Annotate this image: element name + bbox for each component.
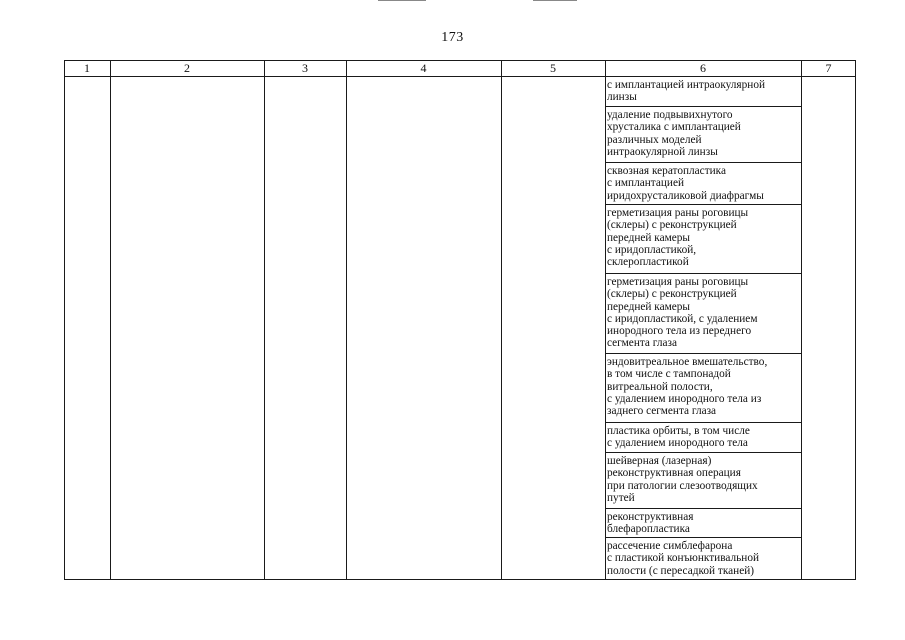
column-header-5: 5 <box>550 61 556 75</box>
procedure-cell: эндовитреальное вмешательство, в том числе с тампонадой витреальной полости, с удалением инородного тела из заднего сегмента глаза <box>607 356 768 418</box>
procedure-cell: герметизация раны роговицы (склеры) с реконструкцией передней камеры с иридопластикой, с удалением инородного тела из переднего сегмента глаза <box>607 276 758 350</box>
column-header-2: 2 <box>184 61 190 75</box>
column-header-3: 3 <box>302 61 308 75</box>
procedure-cell: шейверная (лазерная) реконструктивная операция при патологии слезоотводящих путей <box>607 455 758 504</box>
procedure-cell: пластика орбиты, в том числе с удалением инородного тела <box>607 425 750 450</box>
procedure-cell: удаление подвывихнутого хрусталика с имплантацией различных моделей интраокулярной линзы <box>607 109 741 158</box>
procedure-cell: с имплантацией интраокулярной линзы <box>607 79 766 104</box>
procedure-cell: рассечение симблефарона с пластикой конъюнктивальной полости (с пересадкой тканей) <box>607 540 760 577</box>
column-header-4: 4 <box>420 61 427 75</box>
column-header-7: 7 <box>825 61 832 75</box>
column-header-1: 1 <box>84 61 90 75</box>
procedure-cell: реконструктивная блефаропластика <box>607 511 694 536</box>
page-number: 173 <box>441 30 464 45</box>
procedures-table <box>64 60 856 580</box>
procedure-cell: сквозная кератопластика с имплантацией иридохрусталиковой диафрагмы <box>607 165 764 202</box>
column-header-6: 6 <box>700 61 706 75</box>
top-edge-mark-right <box>533 0 577 1</box>
procedure-cell: герметизация раны роговицы (склеры) с реконструкцией передней камеры с иридопластикой, склеропластикой <box>607 207 749 269</box>
top-edge-mark-left <box>378 0 426 1</box>
